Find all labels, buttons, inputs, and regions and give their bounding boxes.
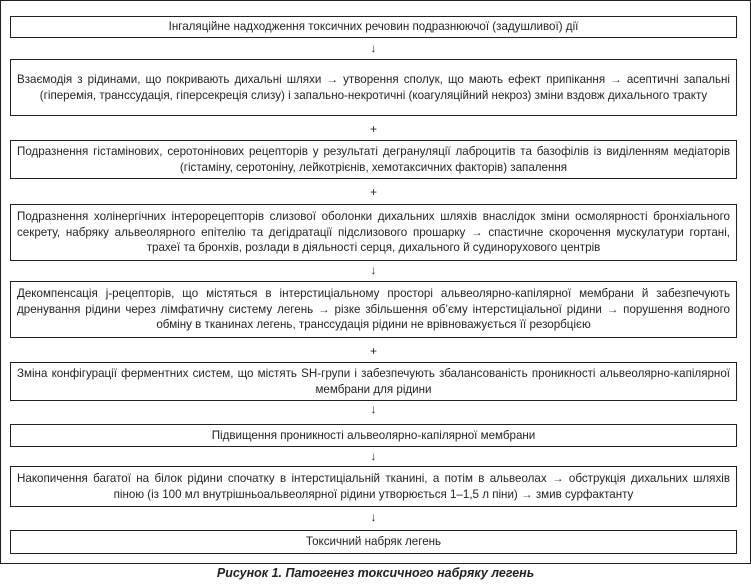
box-fluid-accumulation-text: Накопичення багатої на білок рідини спочатку в інтерстиціальній тканині, а потім в альвеолах → обструкція дихальних шляхів піною (із 100 мл внутрішньоальвеолярної рідини утворюється 1–1,5 л піни) → змив сурфактанту — [17, 472, 730, 501]
connector-plus: + — [369, 185, 377, 199]
connector-plus: + — [369, 122, 377, 136]
box-toxic-edema — [10, 530, 737, 554]
connector-arrow: ↓ — [370, 263, 377, 277]
box-histamine-receptors-text: Подразнення гістамінових, серотонінових рецепторів у результаті дегрануляції лаброцитів та базофілів із виділенням медіаторів (гістаміну, серотоніну, лейкотрієнів, хемотаксичних факторів) запалення — [17, 145, 730, 174]
box-histamine-receptors — [10, 140, 737, 179]
box-permeability-text: Підвищення проникності альвеолярно-капілярної мембрани — [211, 428, 536, 442]
box-toxic-edema-text: Токсичний набряк легень — [305, 535, 442, 549]
box-interaction-fluids-text: Взаємодія з рідинами, що покривають дихальні шляхи → утворення сполук, що мають ефект припікання → асептичні запальні (гіперемія, транссудація, гіперсекреція слизу) і запально-некротичні (коагуляційний некроз) зміни вздовж дихального тракту — [17, 73, 730, 102]
box-interaction-fluids — [10, 59, 737, 116]
box-cholinergic-receptors — [10, 204, 737, 261]
figure-caption: Рисунок 1. Патогенез токсичного набряку легень — [216, 566, 535, 580]
connector-arrow: ↓ — [370, 510, 377, 524]
box-enzyme-systems-text: Зміна конфігурації ферментних систем, що містять SH-групи і забезпечують збалансованість проникності альвеолярно-капілярної мембрани для рідини — [17, 367, 730, 396]
connector-arrow: ↓ — [370, 41, 377, 55]
box-enzyme-systems — [10, 362, 737, 401]
box-permeability — [10, 424, 737, 447]
box-j-receptors-text: Декомпенсація j-рецепторів, що містяться в інтерстиціальному просторі альвеолярно-капілярної мембрани й забезпечують дренування рідини через лімфатичну систему легень → різке збільшення об’єму інтерстиціальної рідини → порушення водного обміну в тканинах легень, транссудація рідини не врівноважується її резорбцією — [17, 287, 730, 332]
box-cholinergic-receptors-text: Подразнення холінергічних інтерорецепторів слизової оболонки дихальних шляхів внаслідок зміни осмолярності бронхіального секрету, набряку альвеолярного епітелію та дегідратації підслизового прошарку → спастичне скорочення мускулатури гортані, трахеї та бронхів, розлади в діяльності серця, дихального й судинорухового центрів — [17, 210, 730, 255]
connector-arrow: ↓ — [370, 402, 377, 416]
connector-arrow: ↓ — [370, 449, 377, 463]
box-inhalation — [10, 16, 737, 38]
box-fluid-accumulation — [10, 466, 737, 507]
box-inhalation-text: Інгаляційне надходження токсичних речовин подразнюючої (задушливої) дії — [168, 20, 579, 34]
connector-plus: + — [369, 344, 377, 358]
box-j-receptors — [10, 281, 737, 338]
